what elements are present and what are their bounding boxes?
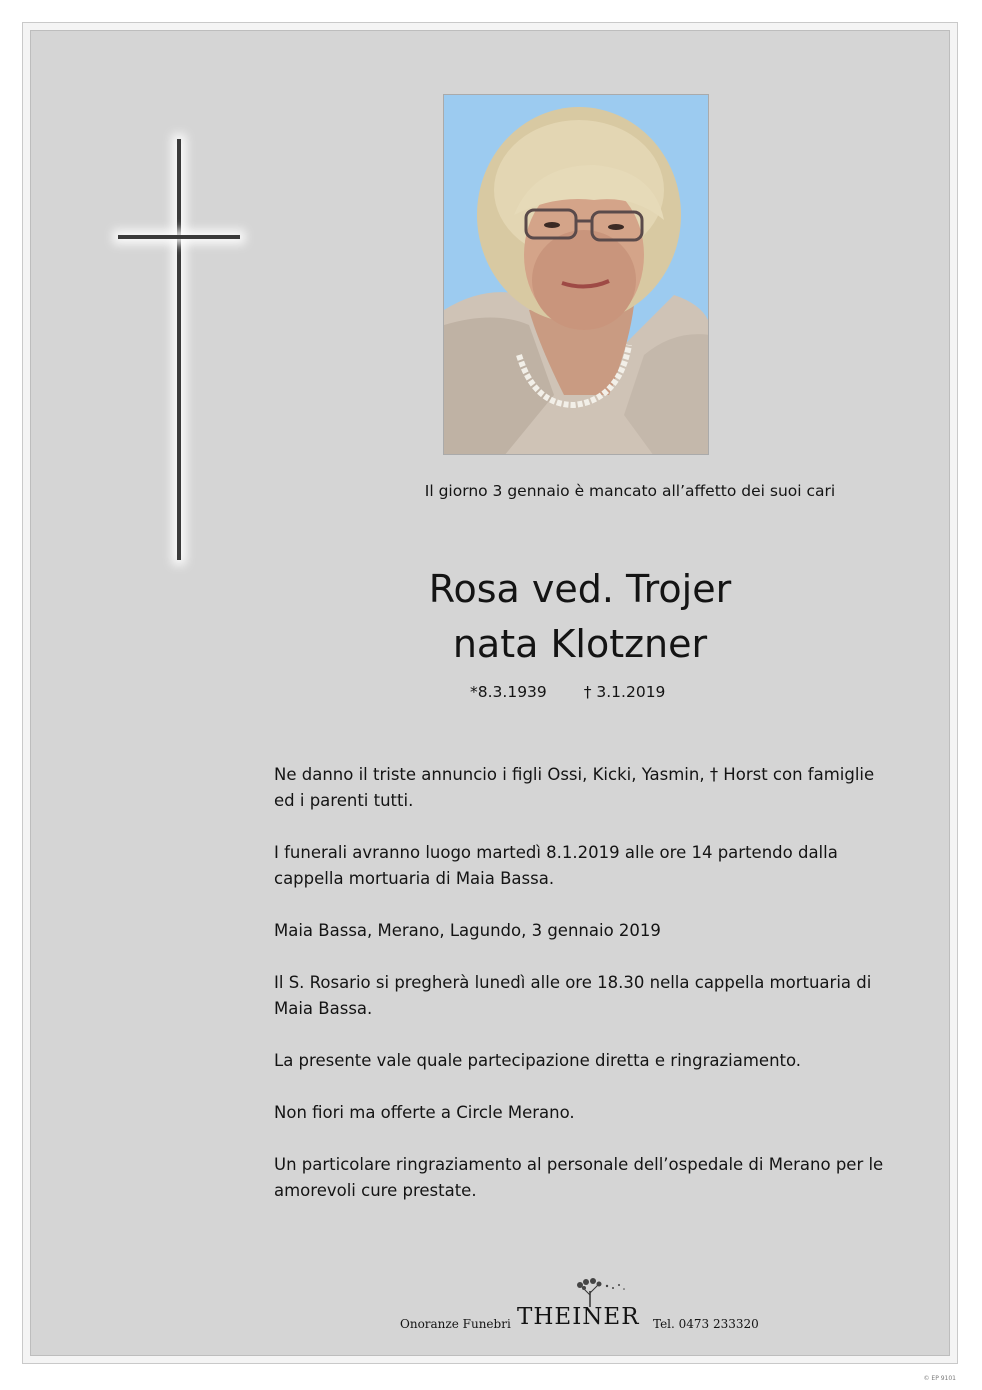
birth-date: *8.3.1939 (470, 683, 547, 701)
footer-brand: THEINER (517, 1304, 640, 1330)
footer-prefix: Onoranze Funebri (400, 1317, 511, 1331)
paragraph: Non fiori ma offerte a Circle Merano. (274, 1103, 575, 1122)
paragraph: I funerali avranno luogo martedì 8.1.2019 alle ore 14 partendo dalla cappella mortuaria di Maia Bassa. (274, 843, 838, 888)
paragraph: Il S. Rosario si pregherà lunedì alle ore 18.30 nella cappella mortuaria di Maia Bassa. (274, 973, 872, 1018)
portrait-photo (443, 94, 709, 455)
funeral-home-footer (400, 1277, 800, 1337)
intro-text: Il giorno 3 gennaio è mancato all’affetto dei suoi cari (424, 482, 836, 500)
death-date: † 3.1.2019 (583, 683, 666, 701)
paragraph: Un particolare ringraziamento al personale dell’ospedale di Merano per le amorevoli cure prestate. (274, 1155, 884, 1200)
name-line-2: nata Klotzner (452, 622, 708, 666)
announcement-body (274, 762, 894, 1230)
print-code: © EP 9101 (923, 1375, 956, 1382)
life-dates (470, 683, 665, 701)
footer-phone: Tel. 0473 233320 (653, 1317, 759, 1331)
name-line-1: Rosa ved. Trojer (428, 567, 732, 611)
paragraph: Ne danno il triste annuncio i figli Ossi, Kicki, Yasmin, † Horst con famiglie ed i parenti tutti. (274, 765, 875, 810)
obituary-card (30, 30, 950, 1356)
deceased-name (250, 562, 910, 672)
paragraph: La presente vale quale partecipazione diretta e ringraziamento. (274, 1051, 802, 1070)
paragraph: Maia Bassa, Merano, Lagundo, 3 gennaio 2019 (274, 921, 661, 940)
